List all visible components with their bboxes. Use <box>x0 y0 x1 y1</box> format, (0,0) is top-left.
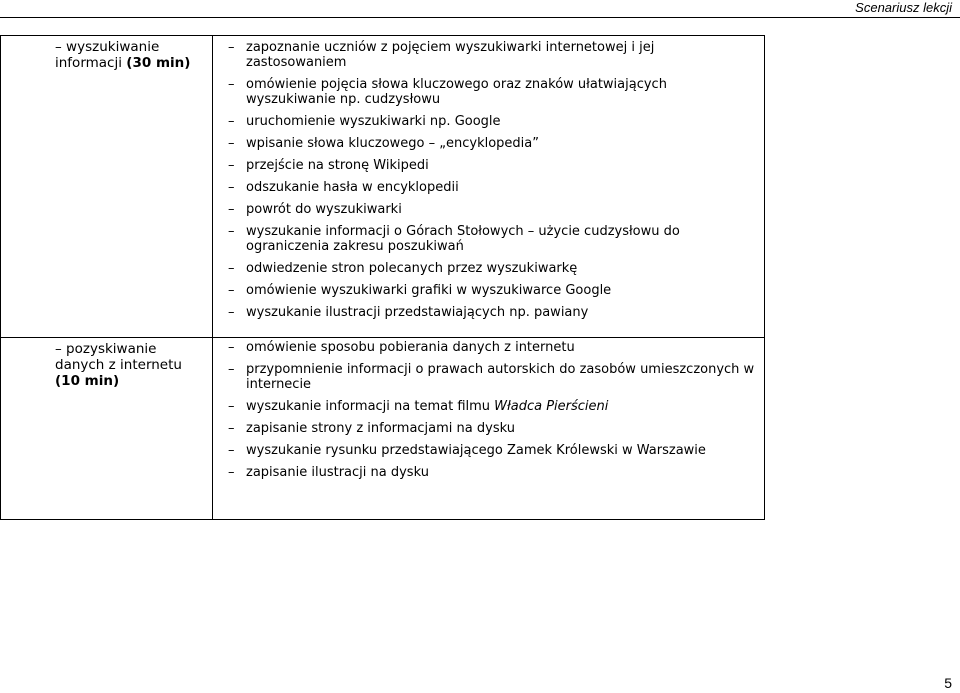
list-item <box>213 421 758 436</box>
page-header-title: Scenariusz lekcji <box>855 0 952 15</box>
item-text: uruchomienie wyszukiwarki np. Google <box>246 114 501 129</box>
topic-dash: – <box>55 39 62 55</box>
item-text: zapisanie ilustracji na dysku <box>246 465 429 480</box>
item-text: powrót do wyszukiwarki <box>246 202 402 217</box>
activities-cell <box>213 36 765 338</box>
item-dash: – <box>228 421 235 436</box>
item-text: wpisanie słowa kluczowego – „encyklopedia” <box>246 136 539 151</box>
item-text: wyszukanie informacji o Górach Stołowych – użycie cudzysłowu do ograniczenia zakresu poszukiwań <box>246 224 680 254</box>
table-row <box>1 36 765 338</box>
topic-text: wyszukiwanie informacji <box>55 39 160 71</box>
list-item <box>213 224 758 254</box>
list-item <box>213 158 758 173</box>
item-dash: – <box>228 399 235 414</box>
item-dash: – <box>228 180 235 195</box>
item-dash: – <box>228 158 235 173</box>
list-item <box>213 465 758 480</box>
list-item <box>213 114 758 129</box>
header-rule <box>0 17 960 18</box>
topic-label <box>1 338 212 389</box>
list-item <box>213 399 758 414</box>
item-dash: – <box>228 77 235 92</box>
item-text: odszukanie hasła w encyklopedii <box>246 180 459 195</box>
topic-duration: (10 min) <box>55 373 120 389</box>
item-dash: – <box>228 340 235 355</box>
item-dash: – <box>228 136 235 151</box>
item-dash: – <box>228 261 235 276</box>
film-title: Władca Pierścieni <box>494 399 609 414</box>
item-text: omówienie sposobu pobierania danych z internetu <box>246 340 575 355</box>
topic-label <box>1 36 212 71</box>
list-item <box>213 180 758 195</box>
list-item <box>213 362 758 392</box>
item-dash: – <box>228 114 235 129</box>
item-text: omówienie wyszukiwarki grafiki w wyszukiwarce Google <box>246 283 612 298</box>
item-text: wyszukanie ilustracji przedstawiających np. pawiany <box>246 305 589 320</box>
topic-text: pozyskiwanie danych z internetu <box>55 341 182 373</box>
item-dash: – <box>228 40 235 55</box>
item-text: zapisanie strony z informacjami na dysku <box>246 421 515 436</box>
item-text: przypomnienie informacji o prawach autorskich do zasobów umieszczonych w internecie <box>246 362 755 392</box>
list-item <box>213 340 758 355</box>
item-dash: – <box>228 443 235 458</box>
list-item <box>213 40 758 70</box>
item-text: zapoznanie uczniów z pojęciem wyszukiwarki internetowej i jej zastosowaniem <box>246 40 655 70</box>
item-dash: – <box>228 465 235 480</box>
list-item <box>213 305 758 320</box>
item-dash: – <box>228 305 235 320</box>
topic-cell <box>1 36 213 338</box>
table-row <box>1 338 765 520</box>
activities-cell <box>213 338 765 520</box>
item-text: wyszukanie informacji na temat filmu <box>246 399 495 414</box>
item-text: omówienie pojęcia słowa kluczowego oraz znaków ułatwiających wyszukiwanie np. cudzysłowu <box>246 77 667 107</box>
item-dash: – <box>228 202 235 217</box>
list-item <box>213 202 758 217</box>
page-number: 5 <box>944 675 952 691</box>
item-dash: – <box>228 283 235 298</box>
lesson-plan-table <box>0 35 765 520</box>
topic-dash: – <box>55 341 62 357</box>
item-dash: – <box>228 362 235 377</box>
item-text: wyszukanie rysunku przedstawiającego Zamek Królewski w Warszawie <box>246 443 706 458</box>
item-text: przejście na stronę Wikipedi <box>246 158 429 173</box>
item-text: odwiedzenie stron polecanych przez wyszukiwarkę <box>246 261 578 276</box>
activity-list <box>213 36 764 320</box>
list-item <box>213 136 758 151</box>
topic-cell <box>1 338 213 520</box>
list-item <box>213 77 758 107</box>
list-item <box>213 283 758 298</box>
item-dash: – <box>228 224 235 239</box>
topic-duration: (30 min) <box>126 55 191 71</box>
activity-list <box>213 338 764 480</box>
list-item <box>213 443 758 458</box>
list-item <box>213 261 758 276</box>
